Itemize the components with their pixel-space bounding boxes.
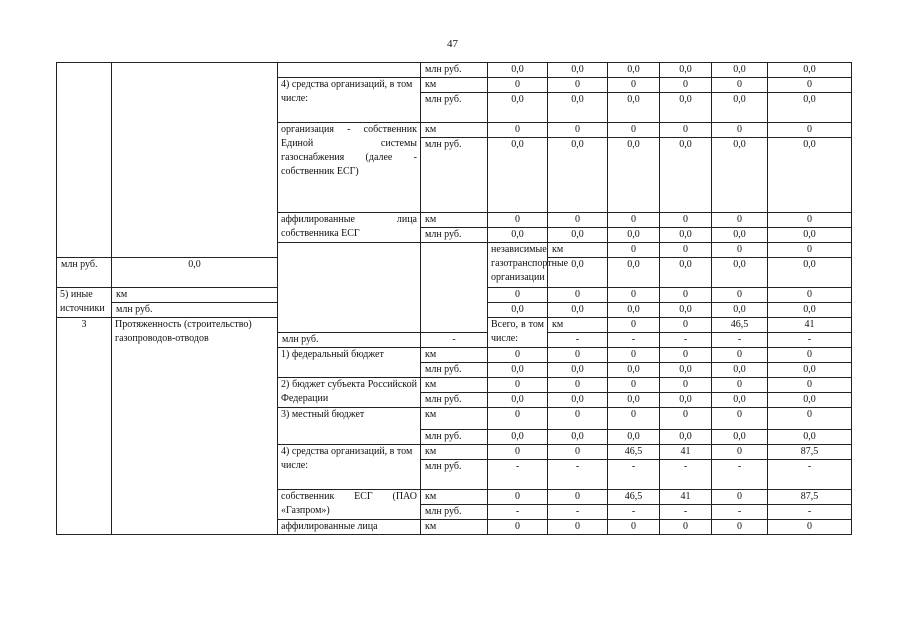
value-cell: 0,0 [488,138,548,213]
value-cell: 0,0 [548,93,608,123]
value-cell: 0 [768,213,852,228]
value-cell: 0 [548,213,608,228]
value-cell: 0 [488,288,548,303]
value-cell: 0 [712,408,768,430]
unit-cell: млн руб. [421,228,488,243]
value-cell: 0 [768,520,852,535]
row-label: 4) средства организаций, в том числе: [278,78,421,123]
value-cell: - [768,505,852,520]
value-cell: - [712,505,768,520]
value-cell: 0 [768,288,852,303]
value-cell: 0,0 [548,393,608,408]
unit-cell: км [421,123,488,138]
value-cell: - [660,505,712,520]
value-cell: 0,0 [660,63,712,78]
value-cell: 0,0 [608,430,660,445]
value-cell: 0,0 [660,93,712,123]
value-cell: 0 [768,378,852,393]
value-cell: 0,0 [660,228,712,243]
value-cell: 0,0 [112,258,278,288]
value-cell: 46,5 [712,318,768,333]
unit-cell: млн руб. [421,93,488,123]
value-cell: 0 [768,348,852,363]
value-cell: 0,0 [608,63,660,78]
value-cell: 0 [712,213,768,228]
value-cell: 0,0 [488,63,548,78]
value-cell: 0,0 [712,138,768,213]
value-cell: - [712,460,768,490]
value-cell: - [768,333,852,348]
value-cell: 0,0 [712,393,768,408]
value-cell: 0,0 [608,393,660,408]
value-cell: 0 [712,348,768,363]
unit-cell: км [421,213,488,228]
value-cell: 0 [488,408,548,430]
row-number: 3 [57,318,112,535]
unit-cell: млн руб. [421,505,488,520]
unit-cell: км [421,78,488,93]
value-cell: 0 [712,288,768,303]
value-cell: 0,0 [712,430,768,445]
value-cell: 0,0 [768,63,852,78]
unit-cell: млн руб. [278,333,421,348]
value-cell: 0 [660,213,712,228]
value-cell: 0 [488,490,548,505]
value-cell: - [660,460,712,490]
value-cell: 0,0 [768,430,852,445]
row-label: аффилированные лица собственника ЕСГ [278,213,421,243]
value-cell: 0 [488,445,548,460]
value-cell: 0,0 [548,63,608,78]
value-cell: 46,5 [608,445,660,460]
value-cell: 0,0 [488,303,548,318]
value-cell: 0,0 [712,363,768,378]
col-name-cell [421,243,488,333]
value-cell: 0,0 [660,430,712,445]
value-cell: 0 [548,520,608,535]
value-cell: 0 [488,78,548,93]
row-label: независимые газотранспортные организации [488,243,548,288]
value-cell: 0 [660,520,712,535]
value-cell: 0,0 [712,63,768,78]
unit-cell: км [421,378,488,393]
col-num-cell [278,243,421,333]
value-cell: 0,0 [712,258,768,288]
value-cell: 0 [608,123,660,138]
value-cell: 0,0 [548,228,608,243]
value-cell: 0 [548,445,608,460]
value-cell: 0 [712,378,768,393]
value-cell: 0 [608,520,660,535]
value-cell: - [608,505,660,520]
row-name: Протяженность (строительство) газопроводов-отводов [112,318,278,535]
value-cell: 0 [660,348,712,363]
value-cell: 0,0 [488,93,548,123]
unit-cell: млн руб. [421,138,488,213]
value-cell: 0 [548,378,608,393]
value-cell: 0 [712,490,768,505]
value-cell: 0,0 [488,228,548,243]
financing-table [56,62,852,535]
value-cell: - [768,460,852,490]
unit-cell: км [421,520,488,535]
value-cell: 0 [608,318,660,333]
value-cell: 0,0 [768,228,852,243]
value-cell: 0,0 [768,393,852,408]
value-cell: - [548,505,608,520]
value-cell: 0,0 [548,138,608,213]
value-cell: 0 [608,78,660,93]
value-cell: 0 [608,408,660,430]
blank-label-cell [278,63,421,78]
unit-cell: км [548,243,608,258]
value-cell: 0 [548,288,608,303]
unit-cell: млн руб. [421,430,488,445]
unit-cell: км [421,490,488,505]
unit-cell: млн руб. [112,303,278,318]
value-cell: 0,0 [548,430,608,445]
value-cell: 0 [488,520,548,535]
col-name-cell [112,63,278,258]
value-cell: 0 [660,288,712,303]
value-cell: 46,5 [608,490,660,505]
unit-cell: км [421,348,488,363]
value-cell: 0 [660,318,712,333]
value-cell: 0,0 [768,138,852,213]
value-cell: 0 [488,213,548,228]
value-cell: 87,5 [768,490,852,505]
row-label: 3) местный бюджет [278,408,421,445]
value-cell: 0 [660,243,712,258]
value-cell: 0 [488,348,548,363]
value-cell: 0 [660,78,712,93]
unit-cell: млн руб. [421,63,488,78]
value-cell: 0,0 [660,258,712,288]
row-label: собственник ЕСГ (ПАО «Газпром») [278,490,421,520]
value-cell: 0 [768,408,852,430]
value-cell: 0,0 [660,138,712,213]
value-cell: 0 [712,123,768,138]
value-cell: - [421,333,488,348]
value-cell: 0,0 [660,393,712,408]
value-cell: 0,0 [488,430,548,445]
row-label: 2) бюджет субъекта Российской Федерации [278,378,421,408]
value-cell: 0 [608,243,660,258]
value-cell: 0,0 [660,363,712,378]
value-cell: - [488,505,548,520]
row-label: Всего, в том числе: [488,318,548,348]
value-cell: 0,0 [608,138,660,213]
value-cell: 0,0 [488,393,548,408]
value-cell: - [608,460,660,490]
value-cell: 0,0 [488,363,548,378]
value-cell: 0,0 [712,228,768,243]
value-cell: 41 [768,318,852,333]
value-cell: 0 [548,348,608,363]
value-cell: - [660,333,712,348]
value-cell: 0 [548,408,608,430]
value-cell: 0,0 [712,303,768,318]
value-cell: 0 [548,490,608,505]
value-cell: 0,0 [608,258,660,288]
value-cell: 0 [608,378,660,393]
value-cell: 0,0 [768,93,852,123]
value-cell: - [548,333,608,348]
value-cell: 0 [488,378,548,393]
value-cell: 0,0 [548,258,608,288]
row-label: 5) иные источники [57,288,112,318]
value-cell: 0 [712,78,768,93]
page-number: 47 [447,38,458,50]
value-cell: 0,0 [608,303,660,318]
value-cell: - [712,333,768,348]
value-cell: 0 [548,123,608,138]
value-cell: - [548,460,608,490]
table-row [57,63,852,78]
value-cell: 41 [660,490,712,505]
col-num-cell [57,63,112,258]
value-cell: 0 [660,408,712,430]
unit-cell: км [421,445,488,460]
value-cell: 0,0 [768,303,852,318]
row-label: 1) федеральный бюджет [278,348,421,378]
row-label: аффилированные лица [278,520,421,535]
value-cell: 0 [488,123,548,138]
value-cell: 0 [660,378,712,393]
value-cell: 0 [660,123,712,138]
value-cell: 0 [608,288,660,303]
value-cell: 0,0 [768,363,852,378]
value-cell: 0,0 [608,363,660,378]
value-cell: 0,0 [768,258,852,288]
value-cell: - [608,333,660,348]
value-cell: 0 [712,520,768,535]
unit-cell: млн руб. [421,363,488,378]
value-cell: 41 [660,445,712,460]
row-label: организация - собственник Единой системы газоснабжения (далее - собственник ЕСГ) [278,123,421,213]
unit-cell: км [421,408,488,430]
value-cell: 0 [712,243,768,258]
value-cell: 0,0 [548,303,608,318]
row-label: 4) средства организаций, в том числе: [278,445,421,490]
value-cell: 0 [608,348,660,363]
value-cell: 0 [768,78,852,93]
unit-cell: млн руб. [421,393,488,408]
value-cell: 87,5 [768,445,852,460]
value-cell: 0 [712,445,768,460]
value-cell: 0 [768,243,852,258]
value-cell: 0,0 [548,363,608,378]
value-cell: 0,0 [608,93,660,123]
value-cell: 0,0 [712,93,768,123]
value-cell: 0,0 [660,303,712,318]
value-cell: 0,0 [608,228,660,243]
unit-cell: млн руб. [421,460,488,490]
value-cell: 0 [768,123,852,138]
unit-cell: км [548,318,608,333]
unit-cell: млн руб. [57,258,112,288]
value-cell: - [488,460,548,490]
value-cell: 0 [608,213,660,228]
unit-cell: км [112,288,278,303]
value-cell: 0 [548,78,608,93]
